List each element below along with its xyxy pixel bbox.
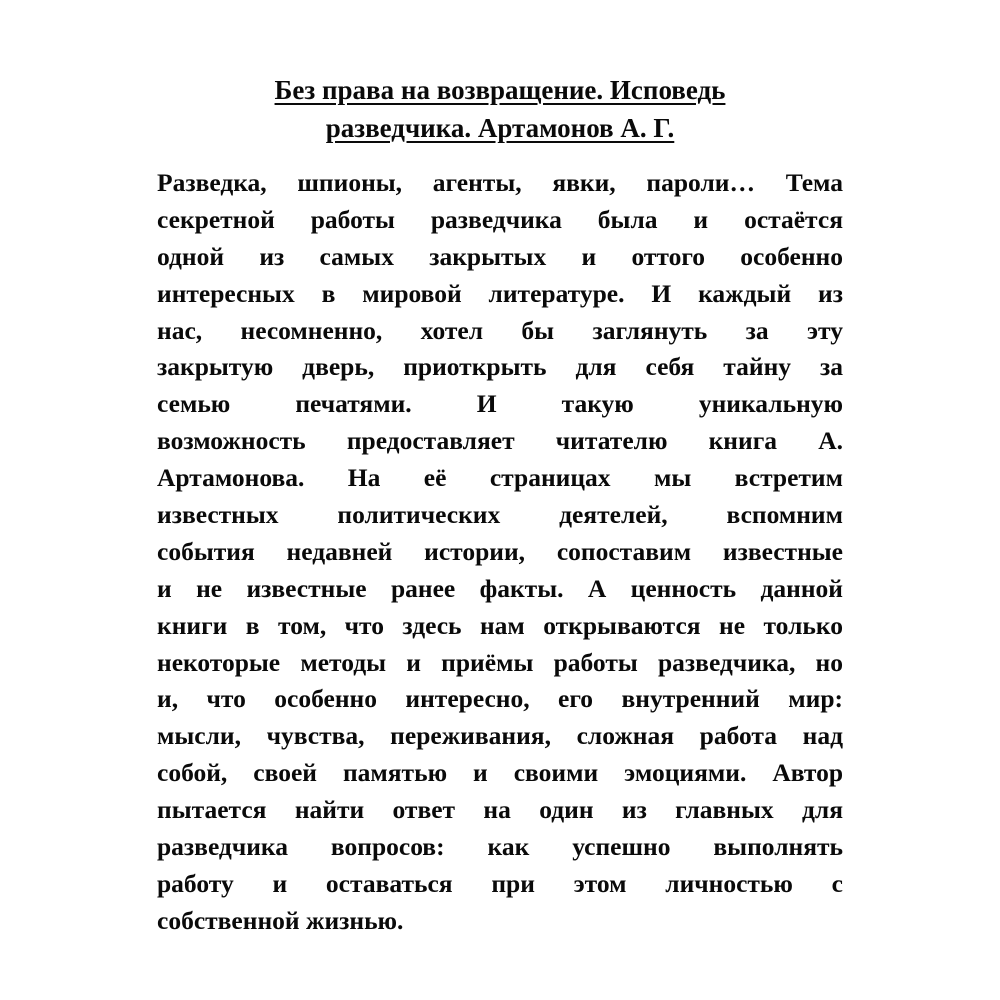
text-line: пытается найти ответ на один из главных для [157,795,843,825]
text-line: собственной жизнью. [157,905,404,935]
title-line: разведчика. Артамонов А. Г. [325,113,675,143]
text-line: и не известные ранее факты. А ценность данной [157,573,843,603]
text-line: Разведка, шпионы, агенты, явки, пароли… Тема [157,168,843,197]
text-line: секретной работы разведчика была и остаётся [157,204,843,234]
text-line: семью печатями. И такую уникальную [157,389,843,419]
text-line: разведчика вопросов: как успешно выполнять [157,832,843,862]
text-line: Артамонова. На её страницах мы встретим [157,463,843,493]
text-line: одной из самых закрытых и оттого особенно [157,241,843,271]
text-line: работу и оставаться при этом личностью с [157,868,843,898]
text-line: возможность предоставляет читателю книга А. [157,426,843,456]
text-line: некоторые методы и приёмы работы разведчика, но [157,647,843,677]
text-line: события недавней истории, сопоставим известные [157,536,843,566]
text-line: мысли, чувства, переживания, сложная работа над [157,721,843,751]
text-line: собой, своей памятью и своими эмоциями. Автор [157,758,843,788]
text-line: нас, несомненно, хотел бы заглянуть за эту [157,315,843,345]
text-line: закрытую дверь, приоткрыть для себя тайну за [157,352,843,382]
description-paragraph [157,165,843,940]
text-line: и, что особенно интересно, его внутренний мир: [157,684,843,714]
title-line: Без права на возвращение. Исповедь [274,75,726,105]
text-line: известных политических деятелей, вспомним [157,500,843,530]
document-title [150,71,850,147]
text-line: книги в том, что здесь нам открываются не только [157,610,843,640]
text-line: интересных в мировой литературе. И каждый из [157,278,843,308]
